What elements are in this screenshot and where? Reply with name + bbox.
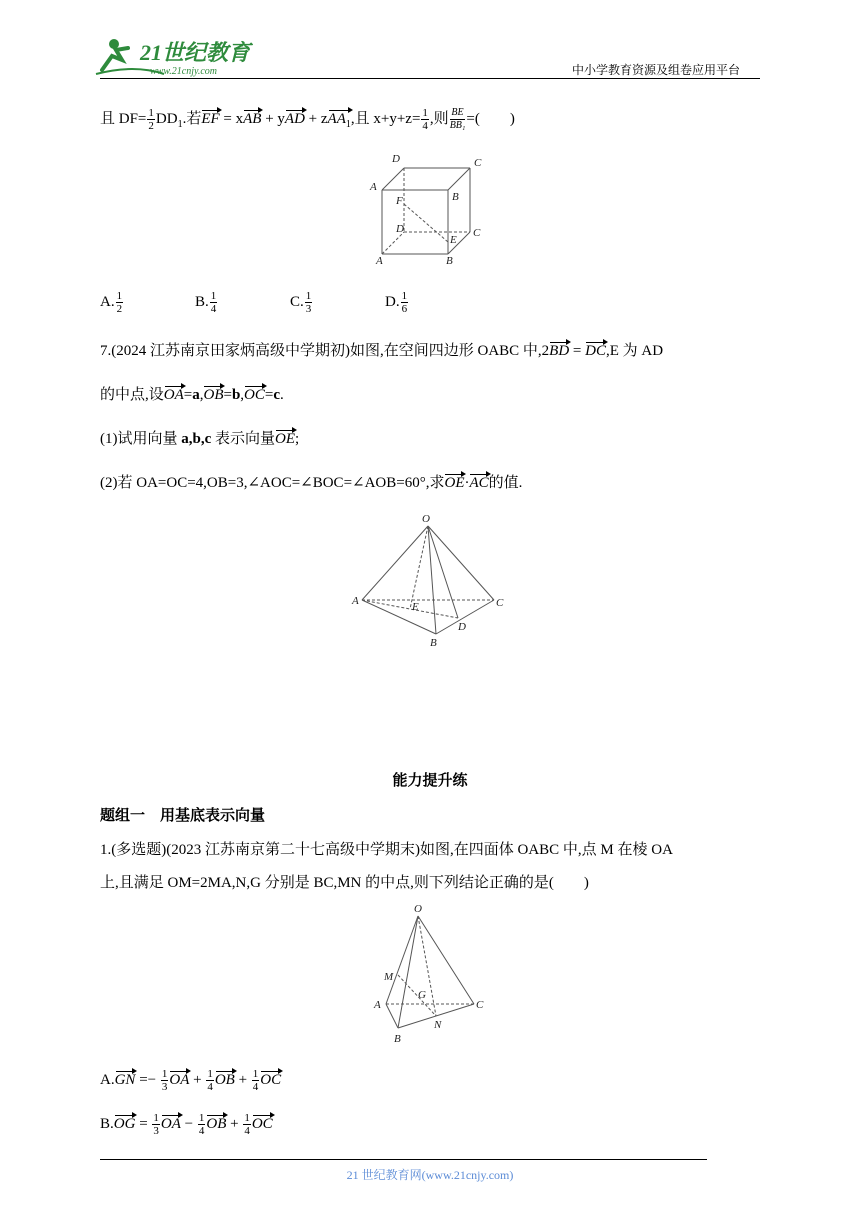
tetrahedron-figure-q7 [348,510,518,650]
q1-line2: 上,且满足 OM=2MA,N,G 分别是 BC,MN 的中点,则下列结论正确的是( ) [100,875,589,891]
vec-OA: OA [160,1115,181,1132]
platform-text: 中小学教育资源及组卷应用平台 [572,63,741,77]
q6-frac-half: $\frac{1}{2}$ [148,107,154,133]
vec-AB: AB [243,111,262,127]
q7-line2: 的中点,设OA=a,OB=b,OC=c. [100,387,284,403]
q6-text: 且 DF= [100,111,147,127]
label-D: D [396,223,404,235]
vec-OC: OC [251,1115,273,1132]
label-O: O [422,513,430,525]
vec-AA1: $AA_1$ [327,111,351,130]
option-C[interactable]: C. $\frac{1}{3}$ [290,290,312,315]
q6-frac-quarter: $\frac{1}{4}$ [422,107,428,133]
label-F: F [396,195,403,207]
vec-OC: OC [260,1071,282,1088]
footer-text[interactable]: 21 世纪教育网(www.21cnjy.com) [346,1168,514,1182]
q7-line1: 7.(2024 江苏南京田家炳高级中学期初)如图,在空间四边形 OABC 中,2BD = DC,E 为 AD [100,343,664,359]
logo-url: www.21cnjy.com [150,66,218,77]
label-G: G [418,989,426,1001]
vec-OE-2: OE [444,475,465,491]
vec-OE: OE [275,431,296,447]
q6-options [100,290,480,315]
vec-OA: OA [169,1071,190,1088]
label-A1: A [370,181,377,193]
vec-EF: EF [201,111,220,127]
vec-OB: OB [206,1115,227,1132]
label-C: C [476,999,484,1011]
label-A: A [374,999,381,1011]
option-A[interactable]: A. $\frac{1}{2}$ [100,290,123,315]
option-D[interactable]: D. $\frac{1}{6}$ [385,290,408,315]
footer-rule [100,1159,707,1160]
label-N: N [434,1019,442,1031]
q1-line1: 1.(多选题)(2023 江苏南京第二十七高级中学期末)如图,在四面体 OABC 中,点 M 在棱 OA [100,842,673,858]
section-title: 能力提升练 [392,771,468,789]
vec-AD: AD [284,111,305,127]
tetrahedron-figure-q1 [366,900,496,1048]
vec-OB: OB [203,387,224,403]
q7-part2: (2)若 OA=OC=4,OB=3,∠AOC=∠BOC=∠AOB=60°,求OE·AC的值. [100,475,523,491]
label-C: C [473,227,481,239]
header-rule [100,78,760,79]
vec-GN: GN [114,1071,136,1088]
label-A: A [376,255,383,267]
vec-DC: DC [585,343,606,359]
label-C: C [496,597,504,609]
label-B1: B [452,191,459,203]
vec-OC: OC [244,387,265,403]
vec-OG: OG [113,1115,136,1132]
label-E: E [412,601,419,613]
label-O: O [414,903,422,915]
label-B: B [430,637,437,649]
label-E: E [450,234,457,246]
label-B: B [394,1033,401,1045]
label-B: B [446,255,453,267]
q1-option-A[interactable]: A.GN =− $\frac{1}{3}$ OA + $\frac{1}{4}$ OB + $\frac{1}{4}$ OC [100,1068,282,1093]
vec-OA: OA [163,387,184,403]
vec-AC: AC [469,475,489,491]
logo-text: 21世纪教育 [140,40,251,65]
q6-dd: DD [155,111,178,127]
q6-frac-ratio: $\frac{BE}{\text{BB₁}}$ [449,107,466,132]
label-D1: D [392,153,400,165]
group-title: 题组一 用基底表示向量 [100,806,266,824]
label-A: A [352,595,359,607]
option-B[interactable]: B. $\frac{1}{4}$ [195,290,217,315]
label-M: M [384,971,394,983]
header-logo [94,34,264,78]
q1-option-B[interactable]: B.OG = $\frac{1}{3}$ OA − $\frac{1}{4}$ OB + $\frac{1}{4}$ OC [100,1112,273,1137]
label-C1: C [474,157,482,169]
q7-part1: (1)试用向量 a,b,c 表示向量OE; [100,431,300,447]
runner-logo-icon [94,34,264,78]
vec-OB: OB [214,1071,235,1088]
q6-stem-line: 且 DF= $\frac{1}{2}$ $DD_1$.若EF = xAB + yAD + zAA$_1$,且 x+y+z= $\frac{1}{4}$ ,则 $\frac{BE}{\text{BB₁}}$ =( ) [100,107,515,133]
cube-figure [366,148,496,270]
vec-BD: BD [549,343,570,359]
label-D: D [458,621,466,633]
